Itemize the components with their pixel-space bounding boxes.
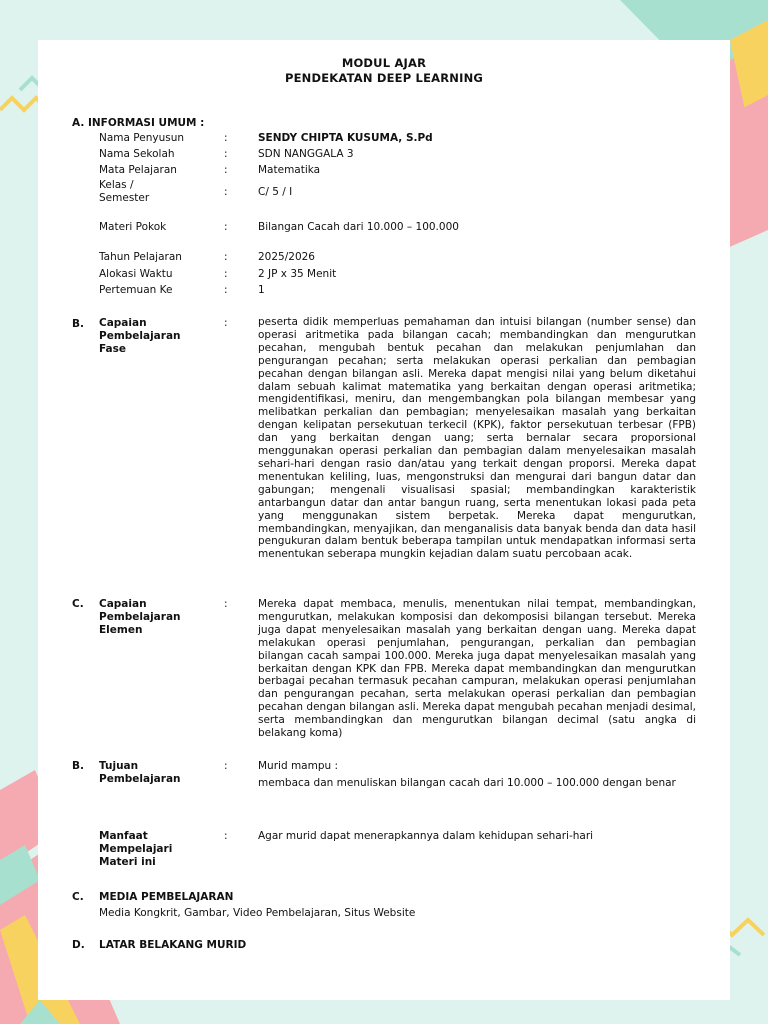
document-title: MODUL AJAR	[341, 56, 427, 70]
section-tujuan-label-2: Pembelajaran	[99, 773, 181, 785]
value-pertemuan-ke: 1	[258, 284, 265, 296]
value-nama-penyusun: SENDY CHIPTA KUSUMA, S.Pd	[258, 132, 433, 144]
label-mata-pelajaran: Mata Pelajaran	[99, 164, 177, 176]
section-media-letter: C.	[72, 891, 84, 903]
section-a-heading: A. INFORMASI UMUM :	[72, 117, 205, 129]
value-tahun-pelajaran: 2025/2026	[258, 251, 315, 263]
label-kelas: Kelas /	[99, 179, 134, 191]
manfaat-text: Agar murid dapat menerapkannya dalam kehidupan sehari-hari	[258, 830, 594, 842]
colon: :	[224, 268, 228, 280]
section-latar-heading: LATAR BELAKANG MURID	[99, 939, 247, 951]
section-manfaat-label-3: Materi ini	[99, 856, 156, 868]
section-b-letter: B.	[72, 318, 84, 330]
colon: :	[224, 598, 228, 610]
label-alokasi-waktu: Alokasi Waktu	[99, 268, 173, 280]
colon: :	[224, 164, 228, 176]
section-manfaat-label-2: Mempelajari	[99, 843, 173, 855]
section-media-heading: MEDIA PEMBELAJARAN	[99, 891, 234, 903]
colon: :	[224, 251, 228, 263]
media-text: Media Kongkrit, Gambar, Video Pembelajaran, Situs Website	[99, 907, 416, 919]
value-kelas-semester: C/ 5 / I	[258, 186, 293, 198]
section-c-label-3: Elemen	[99, 624, 143, 636]
colon: :	[224, 132, 228, 144]
value-mata-pelajaran: Matematika	[258, 164, 321, 176]
colon: :	[224, 284, 228, 296]
section-tujuan-letter: B.	[72, 760, 84, 772]
section-b-label-3: Fase	[99, 343, 127, 355]
colon: :	[224, 830, 228, 842]
section-b-label-1: Capaian	[99, 317, 147, 329]
section-c-label-1: Capaian	[99, 598, 147, 610]
colon: :	[224, 760, 228, 772]
label-tahun-pelajaran: Tahun Pelajaran	[99, 251, 182, 263]
label-pertemuan-ke: Pertemuan Ke	[99, 284, 173, 296]
tujuan-intro: Murid mampu :	[258, 760, 339, 772]
value-materi-pokok: Bilangan Cacah dari 10.000 – 100.000	[258, 221, 459, 233]
section-latar-letter: D.	[72, 939, 85, 951]
label-materi-pokok: Materi Pokok	[99, 221, 167, 233]
colon: :	[224, 317, 228, 329]
capaian-elemen-text: Mereka dapat membaca, menulis, menentukan nilai tempat, membandingkan, mengurutkan, melakukan komposisi dan dekomposisi bilangan tersebut. Mereka juga dapat menyelesaikan masalah yang berkaitan dengan uang. Mereka dapat melakukan operasi penjumlahan, pengurangan, perkalian dan pembagian bilangan cacah sampai 100.000. Mereka juga dapat menyelesaikan masalah yang berkaitan dengan KPK dan FPB. Mereka dapat membandingkan dan mengurutkan berbagai pecahan termasuk pecahan campuran, melakukan operasi penjumlahan dan pengurangan pecahan, serta melakukan operasi perkalian dan pembagian pecahan dengan bilangan asli. Mereka dapat mengubah pecahan menjadi desimal, serta membandingkan dan mengurutkan bilangan decimal (satu angka di belakang koma)	[258, 598, 696, 740]
colon: :	[224, 221, 228, 233]
colon: :	[224, 148, 228, 160]
section-tujuan-label-1: Tujuan	[99, 760, 139, 772]
colon: :	[224, 186, 228, 198]
section-c-label-2: Pembelajaran	[99, 611, 181, 623]
document-subtitle: PENDEKATAN DEEP LEARNING	[284, 71, 484, 85]
tujuan-text: membaca dan menuliskan bilangan cacah dari 10.000 – 100.000 dengan benar	[258, 777, 676, 789]
value-nama-sekolah: SDN NANGGALA 3	[258, 148, 354, 160]
document-page	[38, 40, 730, 1000]
section-c-letter: C.	[72, 598, 84, 610]
label-semester: Semester	[99, 192, 150, 204]
capaian-fase-text: peserta didik memperluas pemahaman dan intuisi bilangan (number sense) dan operasi aritmetika pada bilangan cacah; membandingkan dan mengurutkan pecahan, mengubah bentuk pecahan dan melakukan penjumlahan dan pengurangan pecahan; serta melakukan operasi perkalian dan pembagian pecahan dengan bilangan asli. Mereka dapat mengisi nilai yang belum diketahui dalam sebuah kalimat matematika yang berkaitan dengan operasi aritmetika; mengidentifikasi, meniru, dan mengembangkan pola bilangan membesar yang melibatkan perkalian dan pembagian; menyelesaikan masalah yang berkaitan dengan kelipatan persekutuan terkecil (KPK), faktor persekutuan terbesar (FPB) dan yang berkaitan dengan uang; serta bernalar secara proporsional menggunakan operasi perkalian dan pembagian dalam menyelesaikan masalah sehari-hari dengan rasio dan/atau yang terkait dengan proporsi. Mereka dapat menentukan keliling, luas, mengonstruksi dan mengurai dari bangun datar dan gabungan; mengenali visualisasi spasial; membandingkan karakteristik antarbangun datar dan antar bangun ruang, serta menentukan lokasi pada peta yang menggunakan sistem berpetak. Mereka dapat mengurutkan, membandingkan, menyajikan, dan menganalisis data banyak benda dan data hasil pengukuran dalam bentuk beberapa tampilan untuk mendapatkan informasi serta menentukan seberapa mungkin kejadian dalam suatu percobaan acak.	[258, 316, 696, 561]
section-manfaat-label-1: Manfaat	[99, 830, 148, 842]
label-nama-penyusun: Nama Penyusun	[99, 132, 185, 144]
label-nama-sekolah: Nama Sekolah	[99, 148, 175, 160]
value-alokasi-waktu: 2 JP x 35 Menit	[258, 268, 337, 280]
section-b-label-2: Pembelajaran	[99, 330, 181, 342]
